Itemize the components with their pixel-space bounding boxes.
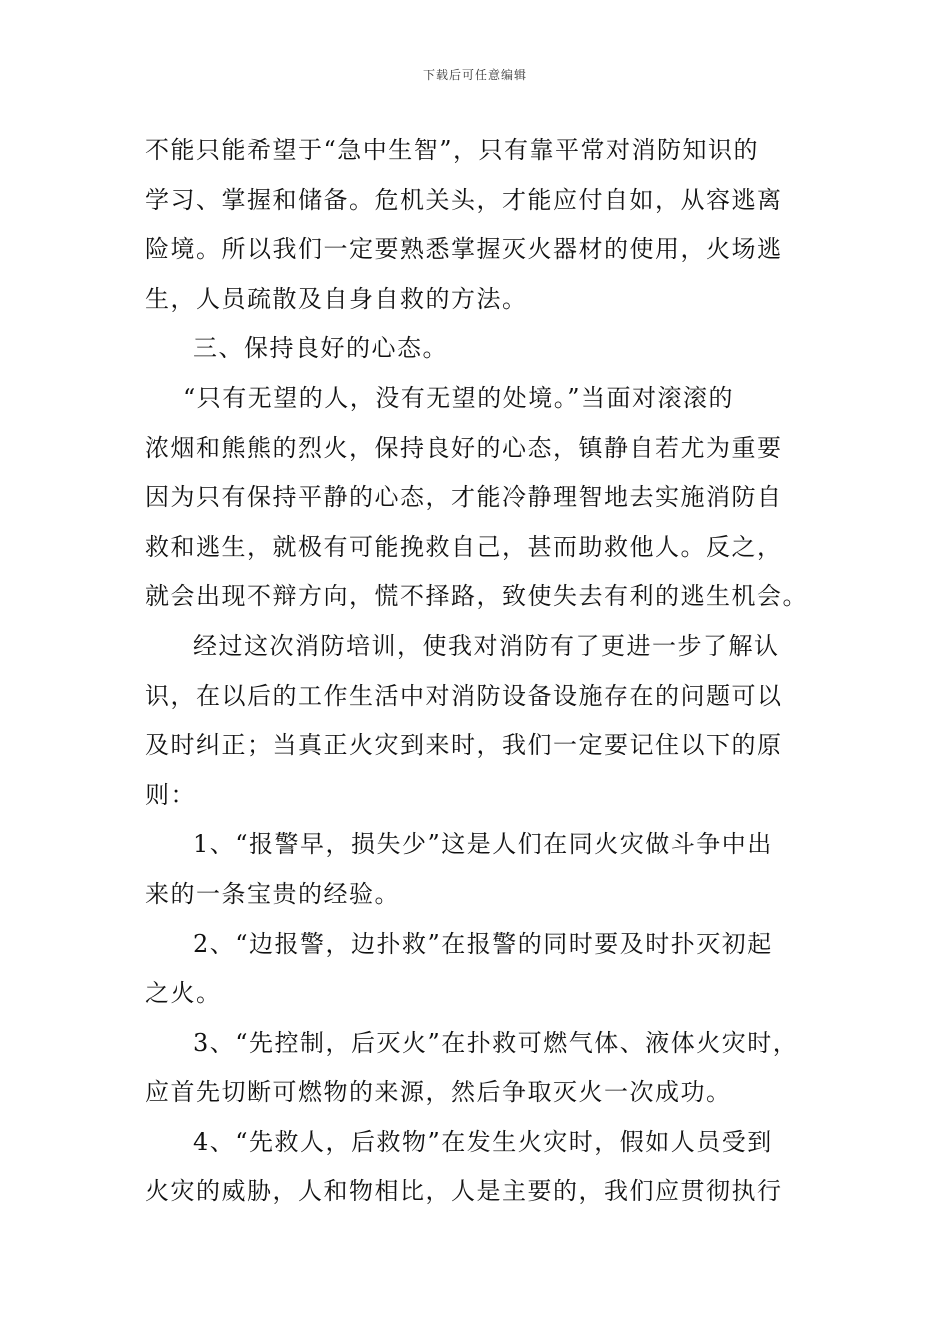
list-item: 2、“边报警，边扑救”在报警的同时要及时扑灭初起: [193, 929, 773, 958]
text-line: 则：: [145, 780, 196, 809]
page-header: 下载后可任意编辑: [422, 68, 527, 82]
list-item: 1、“报警早，损失少”这是人们在同火灾做斗争中出: [193, 830, 773, 859]
text-line: 就会出现不辩方向，慌不择路，致使失去有利的逃生机会。: [145, 582, 808, 611]
list-item: 3、“先控制，后灭火”在扑救可燃气体、液体火灾时，: [193, 1028, 799, 1057]
text-line: 险境。所以我们一定要熟悉掌握灭火器材的使用，火场逃: [145, 235, 783, 264]
text-line: 来的一条宝贵的经验。: [145, 879, 400, 908]
text-line: 生，人员疏散及自身自救的方法。: [145, 284, 528, 313]
text-line: 因为只有保持平静的心态，才能冷静理智地去实施消防自: [145, 483, 783, 512]
text-line: 学习、掌握和储备。危机关头，才能应付自如，从容逃离: [145, 185, 783, 214]
text-line: 不能只能希望于“急中生智”，只有靠平常对消防知识的: [145, 136, 760, 164]
text-line: 经过这次消防培训，使我对消防有了更进一步了解认: [193, 631, 780, 660]
text-line: 浓烟和熊熊的烈火，保持良好的心态，镇静自若尤为重要: [145, 433, 783, 462]
section-heading: 三、保持良好的心态。: [193, 334, 448, 363]
text-line: “只有无望的人，没有无望的处境。”当面对滚滚的: [183, 383, 735, 412]
text-line: 之火。: [145, 979, 222, 1008]
text-line: 应首先切断可燃物的来源，然后争取灭火一次成功。: [145, 1078, 732, 1107]
list-item: 4、“先救人，后救物”在发生火灾时，假如人员受到: [193, 1127, 773, 1156]
document-body: [145, 126, 810, 1217]
text-line: 识，在以后的工作生活中对消防设备设施存在的问题可以: [145, 681, 783, 710]
text-line: 救和逃生，就极有可能挽救自己，甚而助救他人。反之，: [145, 532, 783, 561]
text-line: 及时纠正；当真正火灾到来时，我们一定要记住以下的原: [145, 731, 783, 760]
text-line: 火灾的威胁，人和物相比，人是主要的，我们应贯彻执行: [145, 1177, 783, 1206]
